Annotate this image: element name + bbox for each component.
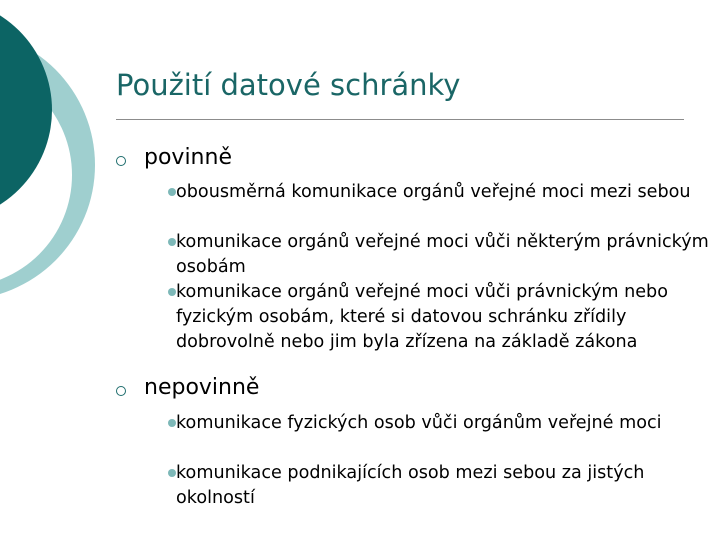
list-item-text: obousměrná komunikace orgánů veřejné moci mezi sebou [176,182,691,202]
dot-bullet-icon [168,288,176,296]
dot-bullet-icon [168,238,176,246]
list-item-text: komunikace fyzických osob vůči orgánům veřejné moci [176,413,662,433]
list-item-text: komunikace podnikajících osob mezi sebou za jistých okolností [176,463,645,508]
list-item-text: komunikace orgánů veřejné moci vůči právnickým nebo fyzickým osobám, které si datovou schránku zřídily dobrovolně nebo jim byla zřízena na základě zákona [176,282,668,352]
section-label: povinně [144,145,232,170]
circle-bullet-icon [116,156,126,166]
section-label: nepovinně [144,375,260,400]
slide-title: Použití datové schránky [116,68,461,102]
title-divider [116,119,684,120]
circle-bullet-icon [116,386,126,396]
decorative-circles [0,0,110,300]
dot-bullet-icon [168,419,176,427]
dot-bullet-icon [168,469,176,477]
dot-bullet-icon [168,188,176,196]
list-item-text: komunikace orgánů veřejné moci vůči některým právnickým osobám [176,232,709,277]
